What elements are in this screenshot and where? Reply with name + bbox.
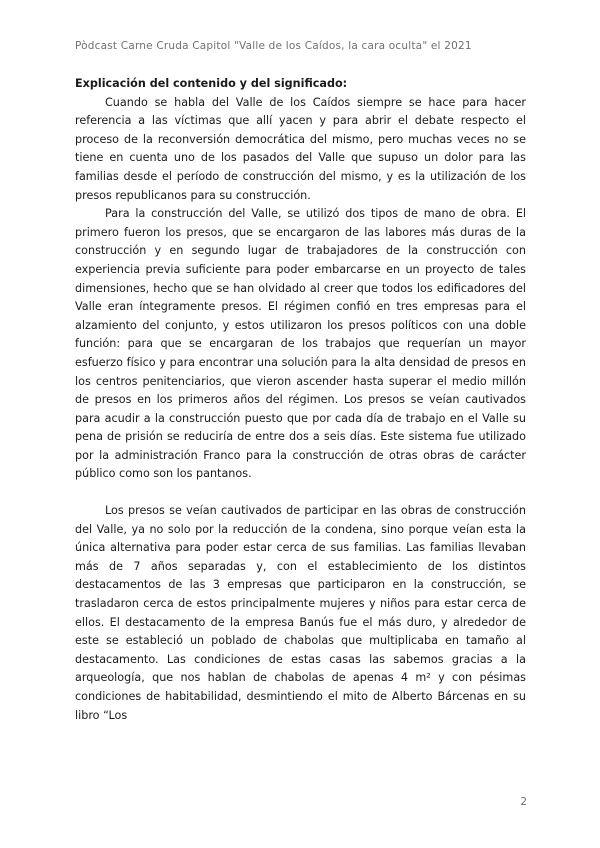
running-header: Pòdcast Carne Cruda Capitol "Valle de los Caídos, la cara oculta" el 2021 <box>75 40 472 52</box>
paragraph-2: Para la construcción del Valle, se utilizó dos tipos de mano de obra. El primero fueron los presos, que se encargaron de las labores más duras de la construcción y en segundo lugar de trabajadores de la construcción con experiencia previa suficiente para poder embarcarse en un proyecto de tales dimensiones, hecho que se han olvidado al creer que todos los edificadores del Valle eran íntegramente presos. El régimen confió en tres empresas para el alzamiento del conjunto, y estos utilizaron los presos políticos con una doble función: para que se encargaran de los trabajos que requerían un mayor esfuerzo físico y para encontrar una solución para la alta densidad de presos en los centros penitenciarios, que vieron ascender hasta superar el medio millón de presos en los primeros años del régimen. Los presos se veían cautivados para acudir a la construcción puesto que por cada día de trabajo en el Valle su pena de prisión se reduciría de entre dos a seis días. Este sistema fue utilizado por la administración Franco para la construcción de otras obras de carácter público como son los pantanos. <box>75 207 526 481</box>
section-heading: Explicación del contenido y del significado: <box>75 77 348 90</box>
body-text <box>75 75 526 725</box>
paragraph-1: Cuando se habla del Valle de los Caídos siempre se hace para hacer referencia a las víctimas que allí yacen y para abrir el debate respecto el proceso de la reconversión democrática del mismo, pero muchas veces no se tiene en cuenta uno de los pasados del Valle que supuso un dolor para las familias desde el período de construcción del mismo, y es la utilización de los presos republicanos para su construcción. <box>75 95 526 202</box>
paragraph-3: Los presos se veían cautivados de participar en las obras de construcción del Valle, ya no solo por la reducción de la condena, sino porque veían esta la única alternativa para poder estar cerca de sus familias. Las familias llevaban más de 7 años separadas y, con el establecimiento de los distintos destacamentos de las 3 empresas que participaron en la construcción, se trasladaron cerca de estos principalmente mujeres y niños para estar cerca de ellos. El destacamento de la empresa Banús fue el más duro, y alrededor de este se estableció un poblado de chabolas que multiplicaba en tamaño al destacamento. Las condiciones de estas casas las sabemos gracias a la arqueología, que nos hablan de chabolas de apenas 4 m² y con pésimas condiciones de habitabilidad, desmintiendo el mito de Alberto Bárcenas en su libro “Los <box>75 504 526 722</box>
paragraph-spacer <box>75 484 526 502</box>
page-number: 2 <box>520 796 527 808</box>
